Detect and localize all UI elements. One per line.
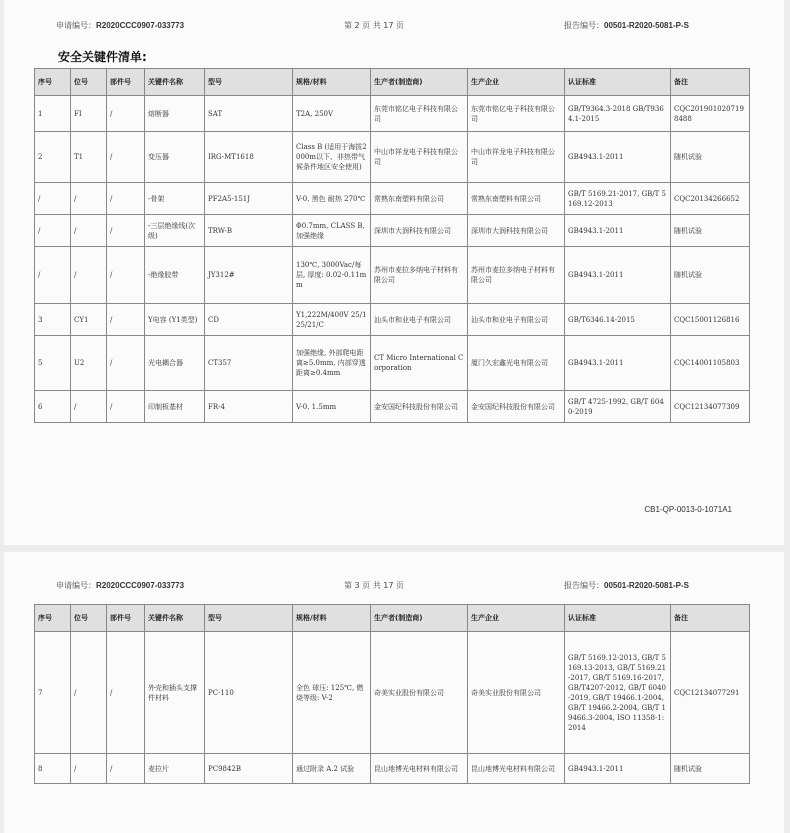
table-cell: 昆山地博光电材料有限公司 [468,754,565,784]
page-number: 第 2 页 共 17 页 [344,21,404,30]
table-row [35,183,750,215]
table-cell: / [107,215,145,247]
column-header: 关键件名称 [145,69,205,96]
page-number: 第 3 页 共 17 页 [344,581,404,590]
table-cell: / [71,391,107,423]
table-cell: / [107,132,145,183]
table-cell: 随机试验 [671,215,750,247]
table-cell: / [71,632,107,754]
table-cell: PC9842B [205,754,293,784]
table-cell: -绝缘胶带 [145,247,205,304]
table-cell: TRW-B [205,215,293,247]
table-cell: / [71,183,107,215]
table-cell: CT Micro International Corporation [371,336,468,391]
table-cell: GB4943.1-2011 [565,336,671,391]
table-cell: CT357 [205,336,293,391]
table-cell: 熔断器 [145,96,205,132]
table-cell: / [107,96,145,132]
table-cell: 汕头市和业电子有限公司 [468,304,565,336]
table-cell: / [35,247,71,304]
table-cell: GB4943.1-2011 [565,215,671,247]
table-cell: / [71,247,107,304]
table-row [35,632,750,754]
table-cell: CQC20134266652 [671,183,750,215]
table-cell: GB/T 5169.21-2017, GB/T 5169.12-2013 [565,183,671,215]
table-cell: GB/T 5169.12-2013, GB/T 5169.13-2013, GB/T 5169.21-2017, GB/T 5169.16-2017, GB/T4207-2012, GB/T 6040-2019, GB/T 19466.1-2004, GB/T 19466.2-2004, GB/T 19466.3-2004, ISO 11358-1:2014 [565,632,671,754]
column-header: 生产企业 [468,69,565,96]
table-cell: / [71,215,107,247]
table-cell: 全色 球压: 125℃, 燃烧等级: V-2 [293,632,371,754]
table-cell: T1 [71,132,107,183]
table-cell: / [107,247,145,304]
column-header: 生产企业 [468,605,565,632]
table-cell: 变压器 [145,132,205,183]
table-cell: CQC12134077291 [671,632,750,754]
table-header-row [35,69,750,96]
table-cell: 麦拉片 [145,754,205,784]
table-cell: 8 [35,754,71,784]
table-cell: GB/T 4725-1992, GB/T 6040-2019 [565,391,671,423]
table-cell: CY1 [71,304,107,336]
page-header [4,20,784,34]
column-header: 规格/材料 [293,69,371,96]
column-header: 备注 [671,69,750,96]
table-cell: PC-110 [205,632,293,754]
table-cell: / [71,754,107,784]
table-cell: / [35,183,71,215]
table-cell: 金安国纪科技股份有限公司 [468,391,565,423]
table-cell: CQC15001126816 [671,304,750,336]
column-header: 部件号 [107,69,145,96]
table-cell: GB4943.1-2011 [565,247,671,304]
table-cell: V-0, 1.5mm [293,391,371,423]
table-cell: / [107,183,145,215]
column-header: 生产者(制造商) [371,605,468,632]
column-header: 序号 [35,69,71,96]
column-header: 认证标准 [565,69,671,96]
table-cell: CQC2019010207198488 [671,96,750,132]
table-cell: 通过附录 A.2 试验 [293,754,371,784]
column-header: 认证标准 [565,605,671,632]
table-cell: FI [71,96,107,132]
page-header [4,580,784,594]
table-cell: 130℃, 3000Vac/每层, 厚度: 0.02-0.11mm [293,247,371,304]
safety-parts-table-2 [34,604,750,784]
table-cell: 中山市祥龙电子科技有限公司 [371,132,468,183]
report-number: 报告编号：00501-R2020-5081-P-S [564,581,689,590]
table-cell: / [35,215,71,247]
table-cell: 昆山地博光电材料有限公司 [371,754,468,784]
table-cell: GB4943.1-2011 [565,132,671,183]
table-cell: JY312# [205,247,293,304]
table-cell: CD [205,304,293,336]
table-cell: Class B (适用于海拔2000m以下、非热带气候条件地区安全使用) [293,132,371,183]
table-row [35,336,750,391]
table-cell: PF2A5-151J [205,183,293,215]
table-cell: -三层绝缘线(次级) [145,215,205,247]
table-cell: 加强绝缘, 外部爬电距离≥5.0mm, 内部穿透距离≥0.4mm [293,336,371,391]
table-cell: Φ0.7mm, CLASS B, 加强绝缘 [293,215,371,247]
table-cell: 3 [35,304,71,336]
report-number: 报告编号：00501-R2020-5081-P-S [564,21,689,30]
table-cell: 汕头市和业电子有限公司 [371,304,468,336]
table-cell: 金安国纪科技股份有限公司 [371,391,468,423]
table-cell: Y电容 (Y1类型) [145,304,205,336]
column-header: 型号 [205,605,293,632]
table-header-row [35,605,750,632]
column-header: 规格/材料 [293,605,371,632]
table-cell: CQC12134077309 [671,391,750,423]
column-header: 序号 [35,605,71,632]
table-cell: 深圳市大润科技有限公司 [468,215,565,247]
application-number: 申请编号：R2020CCC0907-033773 [56,21,185,30]
table-cell: 2 [35,132,71,183]
table-cell: 7 [35,632,71,754]
safety-parts-table-1 [34,68,750,423]
table-cell: 深圳市大润科技有限公司 [371,215,468,247]
table-row [35,391,750,423]
table-cell: IRG-MT1618 [205,132,293,183]
table-cell: GB/T6346.14-2015 [565,304,671,336]
table-cell: 厦门久宏鑫光电有限公司 [468,336,565,391]
table-cell: 随机试验 [671,754,750,784]
section-title: 安全关键件清单: [58,50,147,64]
table-cell: 光电耦合器 [145,336,205,391]
table-row [35,754,750,784]
table-cell: 苏州市麦拉多纳电子材料有限公司 [468,247,565,304]
table-cell: / [107,304,145,336]
table-cell: 6 [35,391,71,423]
column-header: 备注 [671,605,750,632]
table-cell: -骨架 [145,183,205,215]
table-cell: Y1,222M/400V 25/125/21/C [293,304,371,336]
table-cell: V-0, 黑色 耐热 270℃ [293,183,371,215]
table-cell: 奇美实业股份有限公司 [468,632,565,754]
table-cell: 随机试验 [671,247,750,304]
application-number: 申请编号：R2020CCC0907-033773 [56,581,185,590]
table-cell: T2A, 250V [293,96,371,132]
table-cell: / [107,336,145,391]
table-row [35,132,750,183]
column-header: 生产者(制造商) [371,69,468,96]
table-row [35,215,750,247]
column-header: 位号 [71,69,107,96]
column-header: 型号 [205,69,293,96]
table-row [35,96,750,132]
table-cell: 东莞市铭亿电子科技有限公司 [371,96,468,132]
table-cell: 外壳和插头支撑件材料 [145,632,205,754]
table-cell: 中山市祥龙电子科技有限公司 [468,132,565,183]
column-header: 位号 [71,605,107,632]
table-cell: 常熟东南塑料有限公司 [371,183,468,215]
table-cell: U2 [71,336,107,391]
table-cell: GB4943.1-2011 [565,754,671,784]
table-cell: 随机试验 [671,132,750,183]
table-cell: / [107,754,145,784]
page-footer-code: CB1-QP-0013-0-1071A1 [644,505,732,514]
column-header: 关键件名称 [145,605,205,632]
table-cell: 5 [35,336,71,391]
table-cell: 1 [35,96,71,132]
table-cell: / [107,391,145,423]
table-cell: GB/T9364.3-2018 GB/T9364.1-2015 [565,96,671,132]
table-cell: CQC14001105803 [671,336,750,391]
table-cell: SAT [205,96,293,132]
table-cell: 奇美实业股份有限公司 [371,632,468,754]
table-cell: / [107,632,145,754]
table-cell: 常熟东南塑料有限公司 [468,183,565,215]
table-row [35,304,750,336]
table-cell: 印制板基材 [145,391,205,423]
table-cell: FR-4 [205,391,293,423]
table-cell: 东莞市铭亿电子科技有限公司 [468,96,565,132]
table-row [35,247,750,304]
column-header: 部件号 [107,605,145,632]
table-cell: 苏州市麦拉多纳电子材料有限公司 [371,247,468,304]
